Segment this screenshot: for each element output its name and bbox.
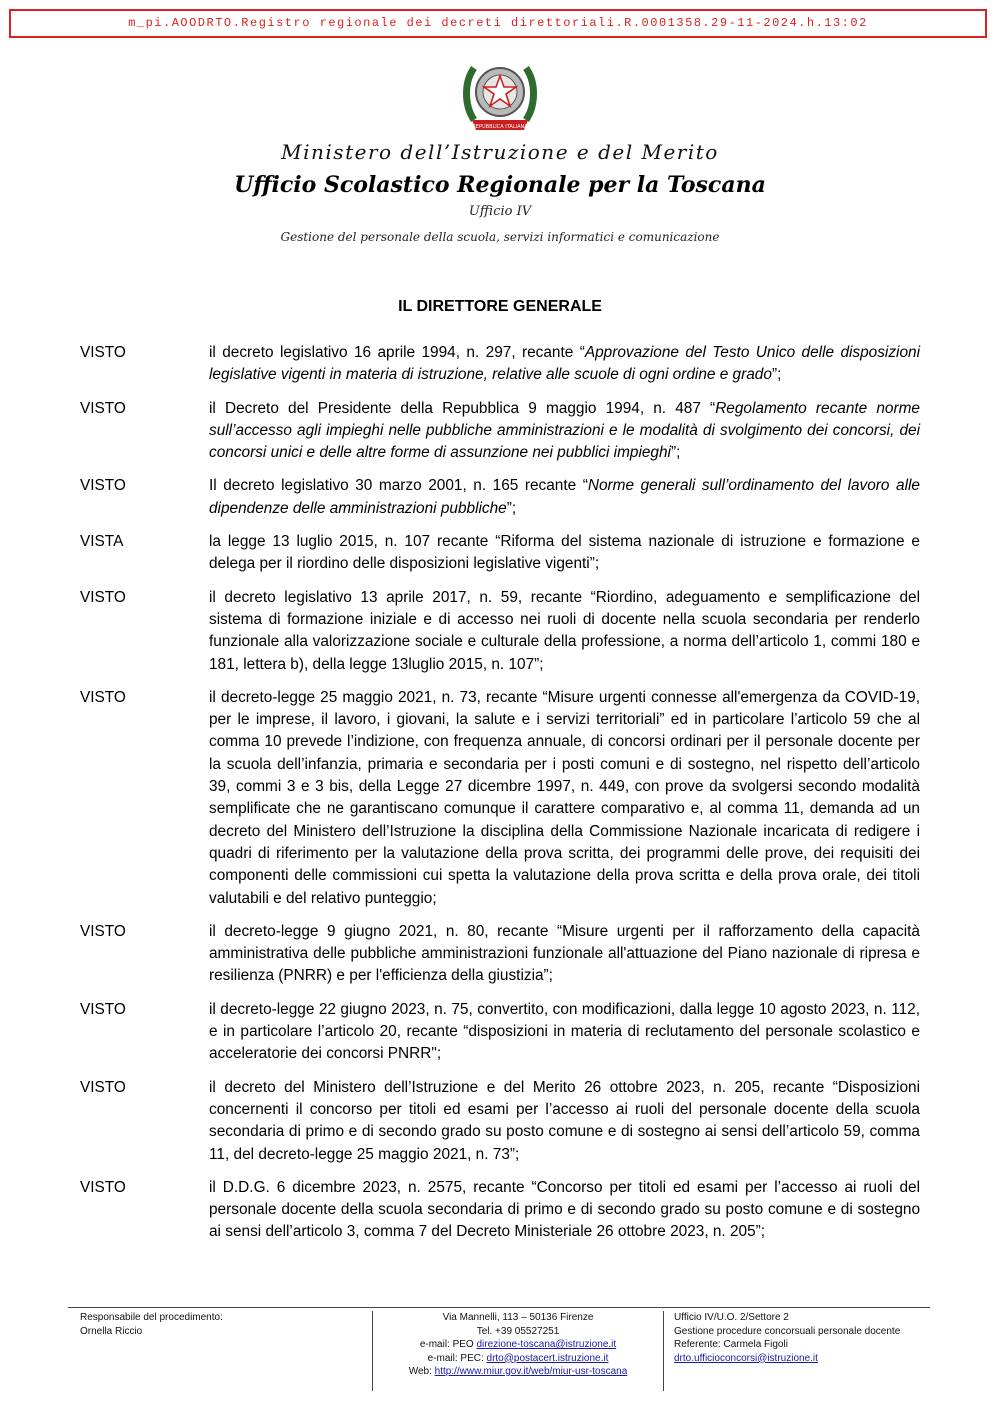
clause-row bbox=[80, 1077, 920, 1166]
web-label: Web: bbox=[408, 1366, 435, 1377]
clause-row bbox=[80, 531, 920, 576]
department-name: Gestione del personale della scuola, servizi informatici e comunicazione bbox=[280, 230, 720, 244]
clause-keyword: VISTO bbox=[80, 399, 126, 417]
footer-responsible bbox=[80, 1311, 370, 1338]
pec-email-link[interactable]: drto@postacert.istruzione.it bbox=[486, 1352, 609, 1364]
clause-text bbox=[209, 921, 920, 988]
clause-row bbox=[80, 921, 920, 988]
clause-text-after: ”; bbox=[670, 444, 681, 462]
clauses-list bbox=[80, 342, 920, 1255]
clause-text-main: la legge 13 luglio 2015, n. 107 recante “Riforma del sistema nazionale di istruzione e formazione e delega per il riordino delle disposizioni legislative vigenti”; bbox=[209, 533, 920, 573]
clause-text-main: il decreto-legge 25 maggio 2021, n. 73, recante “Misure urgenti connesse all'emergenza da COVID-19, per le imprese, il lavoro, i giovani, la salute e i servizi territoriali” ed in particolare l’articolo 59 che al comma 10 prevede l’indizione, con frequenza annuale, di concorsi ordinari per il personale docente per la scuola dell’infanzia, primaria e secondaria per i posti comuni e di sostegno, nel rispetto dell’articolo 39, commi 3 e 3 bis, della Legge 27 dicembre 1997, n. 449, con prove da svolgersi secondo modalità semplificate che ne garantiscano comunque il carattere comparativo e, al comma 11, demanda ad un decreto del Ministero dell’Istruzione la disciplina della Commissione Nazionale incaricata di redigere i quadri di riferimento per la valutazione della prova scritta, dei programmi delle prove, dei requisiti dei componenti delle commissioni cui spetta la valutazione della prova scritta e della prova orale, dei titoli valutabili e del relativo punteggio; bbox=[209, 688, 920, 907]
clause-text bbox=[209, 587, 920, 676]
clause-text bbox=[209, 531, 920, 576]
clause-keyword: VISTO bbox=[80, 1078, 126, 1096]
clause-text bbox=[209, 398, 920, 465]
clause-text bbox=[209, 475, 920, 520]
clause-text-main: il decreto del Ministero dell’Istruzione e del Merito 26 ottobre 2023, n. 205, recante “Disposizioni concernenti il concorso per titoli ed esami per l’accesso ai ruoli del personale docente della scuola secondaria di primo e di secondo grado su posto comune e di sostegno ai sensi dell’articolo 59, comma 11, del decreto-legge 25 maggio 2021, n. 73”; bbox=[209, 1078, 920, 1163]
clause-text-main: il D.D.G. 6 dicembre 2023, n. 2575, recante “Concorso per titoli ed esami per l’accesso ai ruoli del personale docente della scuola secondaria di primo e di secondo grado su posto comune e di sostegno ai sensi dell’articolo 3, comma 7 del Decreto Ministeriale 26 ottobre 2023, n. 205”; bbox=[209, 1178, 920, 1241]
clause-text-after: ”; bbox=[506, 499, 517, 517]
clause-text bbox=[209, 342, 920, 387]
clause-row bbox=[80, 398, 920, 465]
footer-divider bbox=[68, 1307, 930, 1308]
clause-text-main: il decreto-legge 22 giugno 2023, n. 75, convertito, con modificazioni, dalla legge 10 agosto 2023, n. 112, e in particolare l’articolo 20, recante “disposizioni in materia di reclutamento del personale scolastico e acceleratorie dei concorsi PNRR"; bbox=[209, 1000, 920, 1063]
clause-row bbox=[80, 587, 920, 676]
office-name: Ufficio Scolastico Regionale per la Toscana bbox=[234, 172, 766, 198]
clause-text bbox=[209, 687, 920, 910]
clause-text-main: il decreto-legge 9 giugno 2021, n. 80, recante “Misure urgenti per il rafforzamento della capacità amministrativa delle pubbliche amministrazioni funzionale all'attuazione del Piano nazionale di ripresa e resilienza (PNRR) e per l'efficienza della giustizia”; bbox=[209, 922, 920, 985]
clause-row bbox=[80, 999, 920, 1066]
protocol-stamp: m_pi.AOODRTO.Registro regionale dei decreti direttoriali.R.0001358.29-11-2024.h.13:02 bbox=[9, 9, 987, 38]
italian-republic-emblem bbox=[460, 50, 540, 136]
footer-contacts bbox=[372, 1311, 664, 1391]
clause-text-after: ”; bbox=[771, 366, 782, 384]
page-title: IL DIRETTORE GENERALE bbox=[398, 298, 602, 315]
responsible-label: Responsabile del procedimento: bbox=[80, 1312, 223, 1323]
office-unit: Ufficio IV/U.O. 2/Settore 2 bbox=[674, 1312, 789, 1323]
unit-name: Ufficio IV bbox=[468, 204, 532, 219]
clause-keyword: VISTO bbox=[80, 688, 126, 706]
telephone: Tel. +39 05527251 bbox=[476, 1325, 560, 1337]
clause-keyword: VISTA bbox=[80, 533, 124, 551]
clause-text bbox=[209, 999, 920, 1066]
peo-email-link[interactable]: direzione-toscana@istruzione.it bbox=[476, 1339, 617, 1350]
office-email-link[interactable]: drto.ufficioconcorsi@istruzione.it bbox=[674, 1352, 818, 1364]
address: Via Mannelli, 113 – 50136 Firenze bbox=[442, 1312, 594, 1323]
clause-row bbox=[80, 475, 920, 520]
clause-text-main: Il decreto legislativo 30 marzo 2001, n. 165 recante “ bbox=[209, 477, 588, 495]
footer-office bbox=[674, 1311, 934, 1365]
pec-label: e-mail: PEC: bbox=[427, 1352, 487, 1364]
clause-keyword: VISTO bbox=[80, 1000, 126, 1018]
clause-row bbox=[80, 342, 920, 387]
clause-text-main: il Decreto del Presidente della Repubblica 9 maggio 1994, n. 487 “ bbox=[209, 399, 716, 417]
clause-keyword: VISTO bbox=[80, 922, 126, 940]
peo-label: e-mail: PEO bbox=[419, 1339, 477, 1350]
office-referent: Referente: Carmela Figoli bbox=[674, 1339, 788, 1350]
clause-row bbox=[80, 687, 920, 910]
clause-text-italic: Approvazione del Testo Unico delle disposizioni legislative vigenti in materia di istruzione, relative alle scuole di ogni ordine e grado bbox=[209, 344, 921, 384]
clause-row bbox=[80, 1177, 920, 1244]
clause-text bbox=[209, 1177, 920, 1244]
emblem-ribbon-text: REPUBBLICA ITALIANA bbox=[472, 124, 528, 130]
clause-text bbox=[209, 1077, 920, 1166]
clause-keyword: VISTO bbox=[80, 344, 126, 361]
responsible-name: Ornella Riccio bbox=[80, 1325, 143, 1337]
clause-text-italic: Norme generali sull’ordinamento del lavoro alle dipendenze delle amministrazioni pubbliche bbox=[209, 477, 920, 517]
clause-keyword: VISTO bbox=[80, 1178, 126, 1196]
website-link[interactable]: http://www.miur.gov.it/web/miur-usr-toscana bbox=[434, 1366, 628, 1377]
clause-text-italic: Regolamento recante norme sull’accesso agli impieghi nelle pubbliche amministrazioni e le modalità di svolgimento dei concorsi, dei concorsi unici e delle altre forme di assunzione nei pubblici impieghi bbox=[209, 399, 920, 462]
clause-keyword: VISTO bbox=[80, 588, 126, 606]
clause-text-main: il decreto legislativo 16 aprile 1994, n. 297, recante “ bbox=[209, 344, 585, 361]
office-desc: Gestione procedure concorsuali personale docente bbox=[674, 1325, 901, 1337]
ministry-name: Ministero dell’Istruzione e del Merito bbox=[281, 140, 719, 164]
clause-keyword: VISTO bbox=[80, 477, 126, 495]
clause-text-main: il decreto legislativo 13 aprile 2017, n. 59, recante “Riordino, adeguamento e semplificazione del sistema di formazione iniziale e di accesso nei ruoli di docente nella scuola secondaria per renderlo funzionale alla valorizzazione sociale e culturale della professione, a norma dell’articolo 1, commi 180 e 181, lettera b), della legge 13luglio 2015, n. 107”; bbox=[209, 588, 920, 673]
